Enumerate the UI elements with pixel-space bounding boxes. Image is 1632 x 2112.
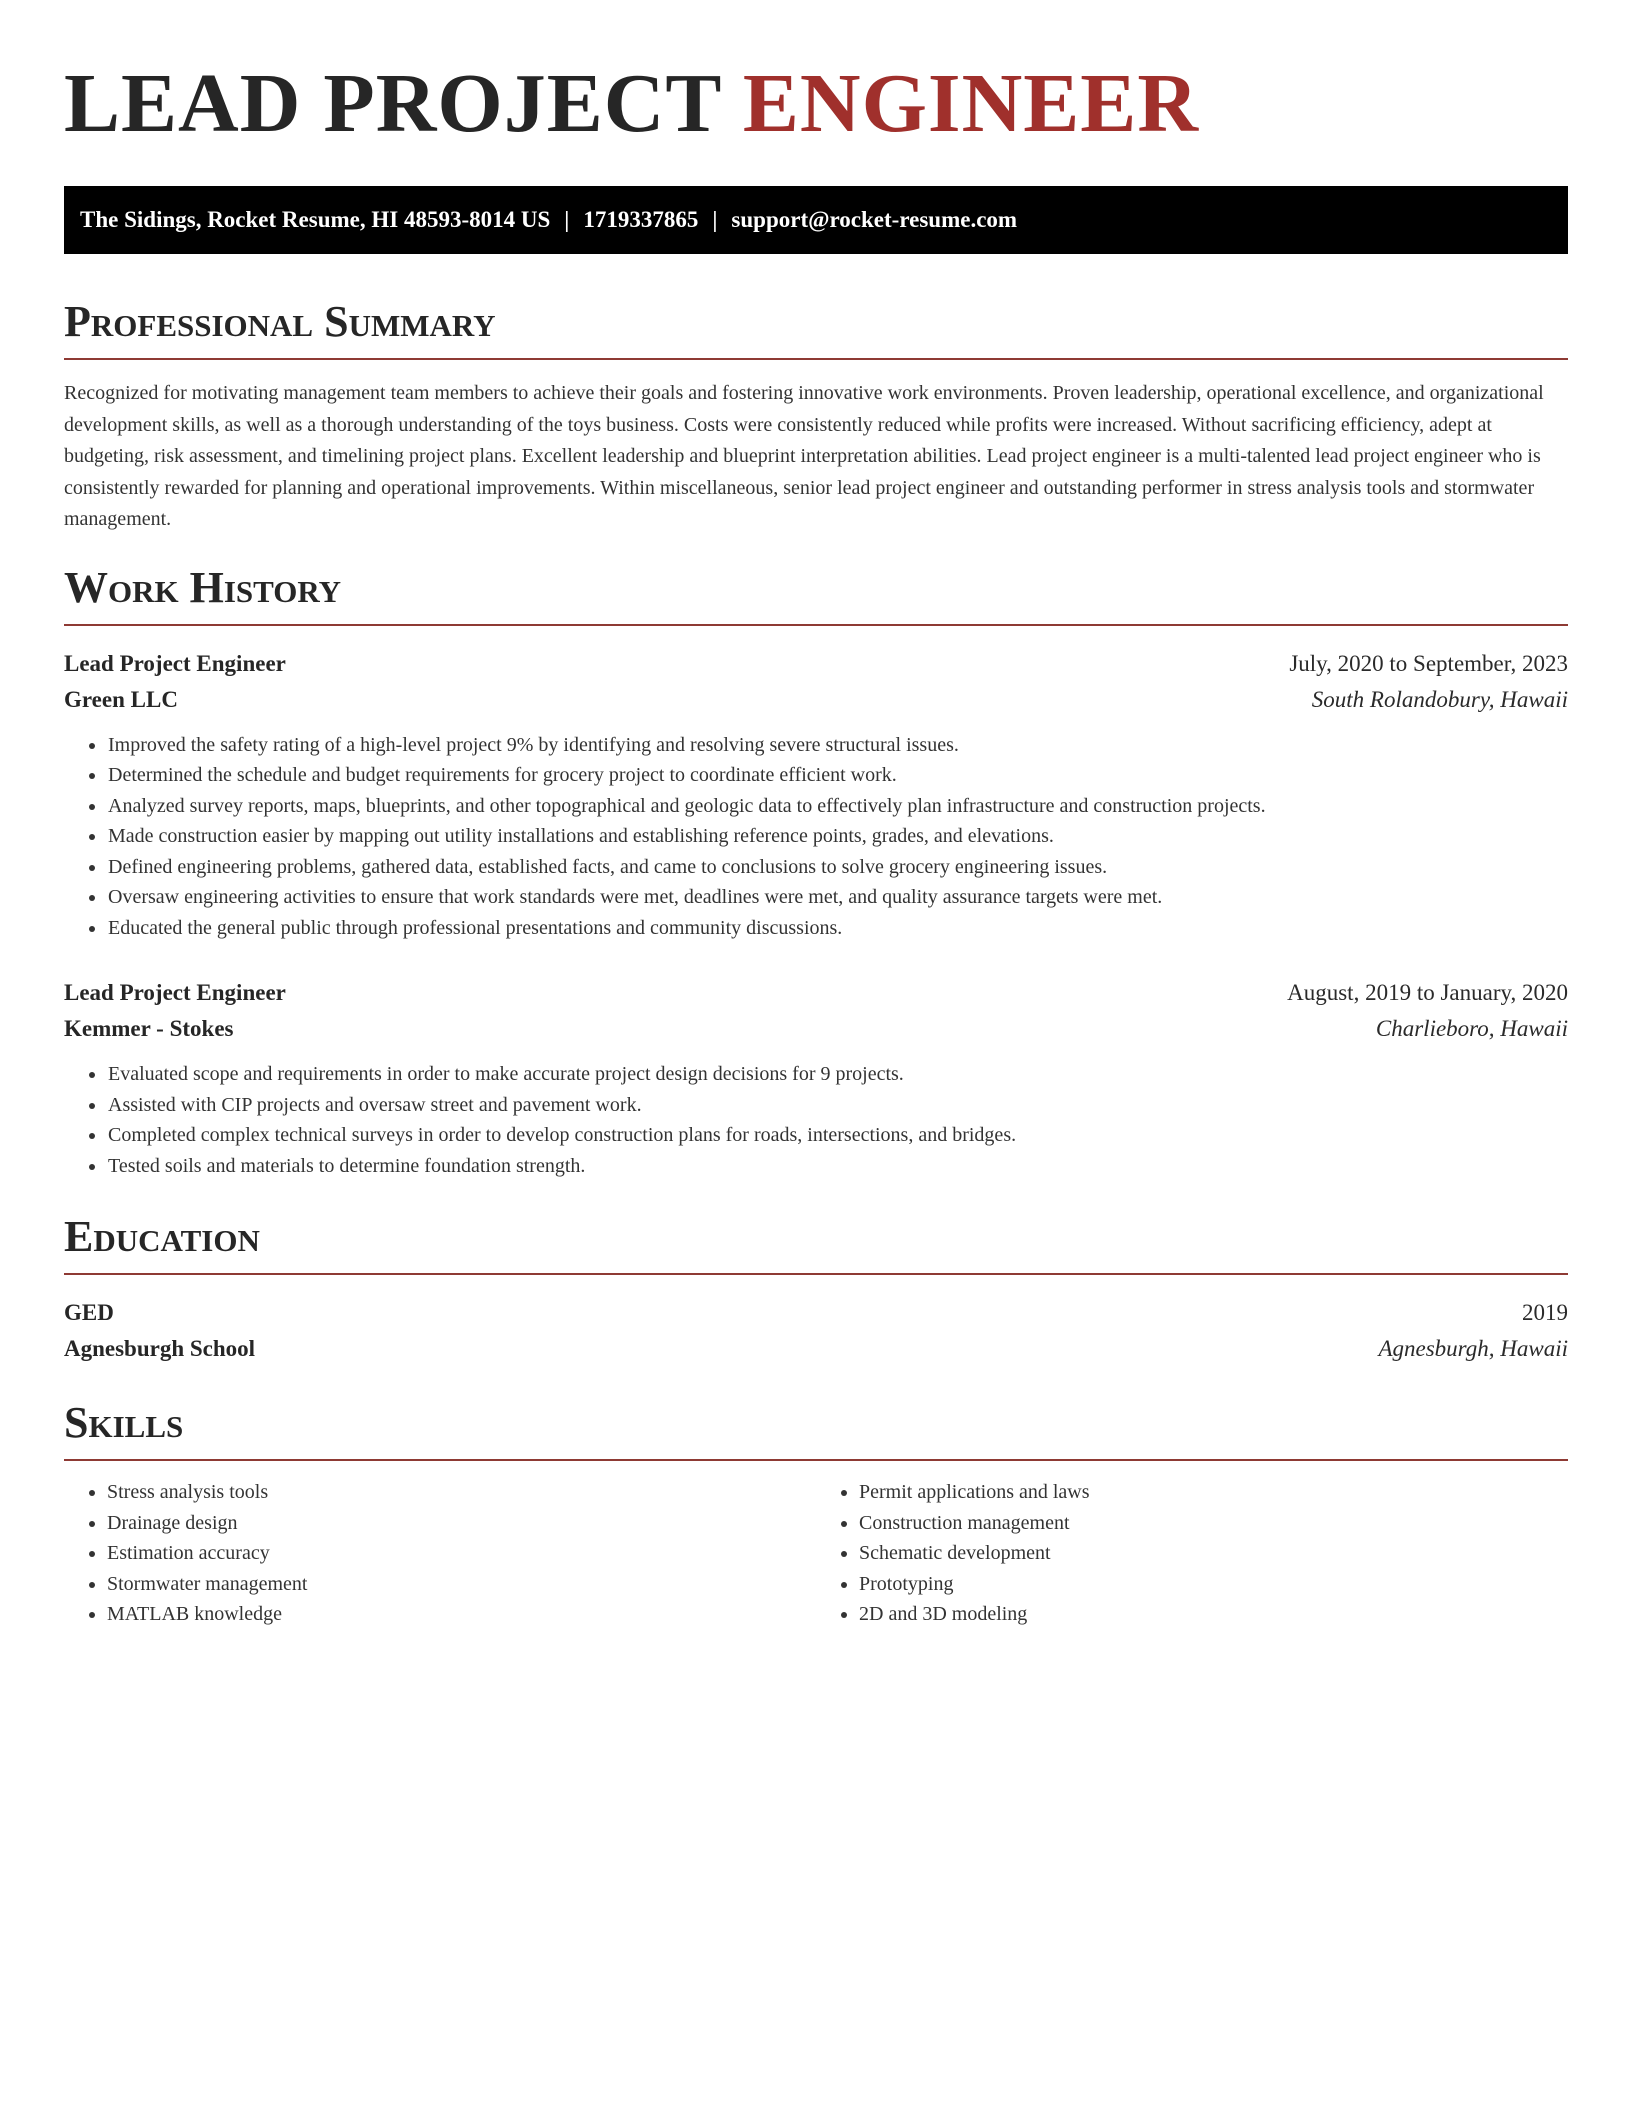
education-year: 2019 — [1522, 1300, 1568, 1325]
job-location: South Rolandobury, Hawaii — [1311, 686, 1568, 712]
title-primary: LEAD PROJECT — [64, 57, 721, 150]
job-company-row — [64, 682, 1568, 718]
skill-item: • Schematic development — [859, 1538, 1568, 1569]
section-heading-work-history: Work History — [64, 562, 1568, 626]
skill-item: • Construction management — [859, 1508, 1568, 1539]
skill-item: • Stress analysis tools — [107, 1477, 816, 1508]
education-school: Agnesburgh School — [64, 1336, 256, 1361]
job-company: Green LLC — [64, 686, 178, 712]
skill-item: • MATLAB knowledge — [107, 1599, 816, 1630]
skills-column-left — [64, 1477, 816, 1630]
job-entry — [64, 975, 1568, 1181]
contact-email: support@rocket-resume.com — [731, 207, 1018, 232]
job-dates: July, 2020 to September, 2023 — [1289, 650, 1568, 676]
job-dates: August, 2019 to January, 2020 — [1287, 980, 1568, 1005]
section-heading-summary: Professional Summary — [64, 296, 1568, 360]
skill-item: • Estimation accuracy — [107, 1538, 816, 1569]
section-heading-education: Education — [64, 1211, 1568, 1275]
education-school-row — [64, 1331, 1568, 1367]
job-bullet: • Tested soils and materials to determine foundation strength. — [107, 1151, 1568, 1182]
skill-item: • Permit applications and laws — [859, 1477, 1568, 1508]
job-bullet: • Educated the general public through professional presentations and community discussions. — [107, 913, 1568, 944]
job-bullet: • Evaluated scope and requirements in order to make accurate project design decisions for 9 projects. — [107, 1059, 1568, 1090]
resume-title — [64, 56, 1568, 152]
job-bullet: • Oversaw engineering activities to ensure that work standards were met, deadlines were met, and quality assurance targets were met. — [107, 882, 1568, 913]
job-header-row — [64, 646, 1568, 682]
job-company: Kemmer - Stokes — [64, 1016, 234, 1041]
job-bullet: • Completed complex technical surveys in order to develop construction plans for roads, intersections, and bridges. — [107, 1120, 1568, 1151]
title-accent: ENGINEER — [742, 57, 1199, 150]
education-degree: GED — [64, 1300, 114, 1325]
job-company-row — [64, 1011, 1568, 1047]
job-bullet: • Made construction easier by mapping out utility installations and establishing reference points, grades, and elevations. — [107, 821, 1568, 852]
skill-item: • Drainage design — [107, 1508, 816, 1539]
job-bullet: • Defined engineering problems, gathered data, established facts, and came to conclusions to solve grocery engineering issues. — [107, 852, 1568, 883]
contact-separator: | — [712, 207, 718, 232]
job-bullet: • Analyzed survey reports, maps, blueprints, and other topographical and geologic data to effectively plan infrastructure and construction projects. — [107, 791, 1568, 822]
job-bullet-list — [64, 1059, 1568, 1181]
job-location: Charlieboro, Hawaii — [1375, 1016, 1568, 1041]
contact-phone: 1719337865 — [583, 207, 699, 232]
skill-item: • 2D and 3D modeling — [859, 1599, 1568, 1630]
job-bullet: • Improved the safety rating of a high-level project 9% by identifying and resolving severe structural issues. — [107, 730, 1568, 761]
job-title: Lead Project Engineer — [64, 650, 286, 676]
skill-item: • Stormwater management — [107, 1569, 816, 1600]
skill-item: • Prototyping — [859, 1569, 1568, 1600]
education-degree-row — [64, 1295, 1568, 1331]
job-entry — [64, 646, 1568, 944]
job-bullet-list — [64, 730, 1568, 944]
job-header-row — [64, 975, 1568, 1011]
job-bullet: • Determined the schedule and budget requirements for grocery project to coordinate efficient work. — [107, 760, 1568, 791]
contact-address: The Sidings, Rocket Resume, HI 48593-8014 US — [80, 207, 551, 232]
job-bullet: • Assisted with CIP projects and oversaw street and pavement work. — [107, 1090, 1568, 1121]
summary-text: Recognized for motivating management team members to achieve their goals and fostering innovative work environments. Proven leadership, operational excellence, and organizational development skills, as well as a thorough understanding of the toys business. Costs were consistently reduced while profits were increased. Without sacrificing efficiency, adept at budgeting, risk assessment, and timelining project plans. Excellent leadership and blueprint interpretation abilities. Lead project engineer is a multi-talented lead project engineer who is consistently rewarded for planning and operational improvements. Within miscellaneous, senior lead project engineer and outstanding performer in stress analysis tools and stormwater management. — [64, 382, 1544, 530]
contact-separator: | — [564, 207, 570, 232]
education-location: Agnesburgh, Hawaii — [1378, 1336, 1568, 1361]
skills-column-right — [816, 1477, 1568, 1630]
contact-bar — [64, 186, 1568, 254]
education-entry — [64, 1295, 1568, 1367]
job-title: Lead Project Engineer — [64, 980, 286, 1005]
section-heading-skills: Skills — [64, 1397, 1568, 1461]
skills-list — [64, 1477, 1568, 1630]
